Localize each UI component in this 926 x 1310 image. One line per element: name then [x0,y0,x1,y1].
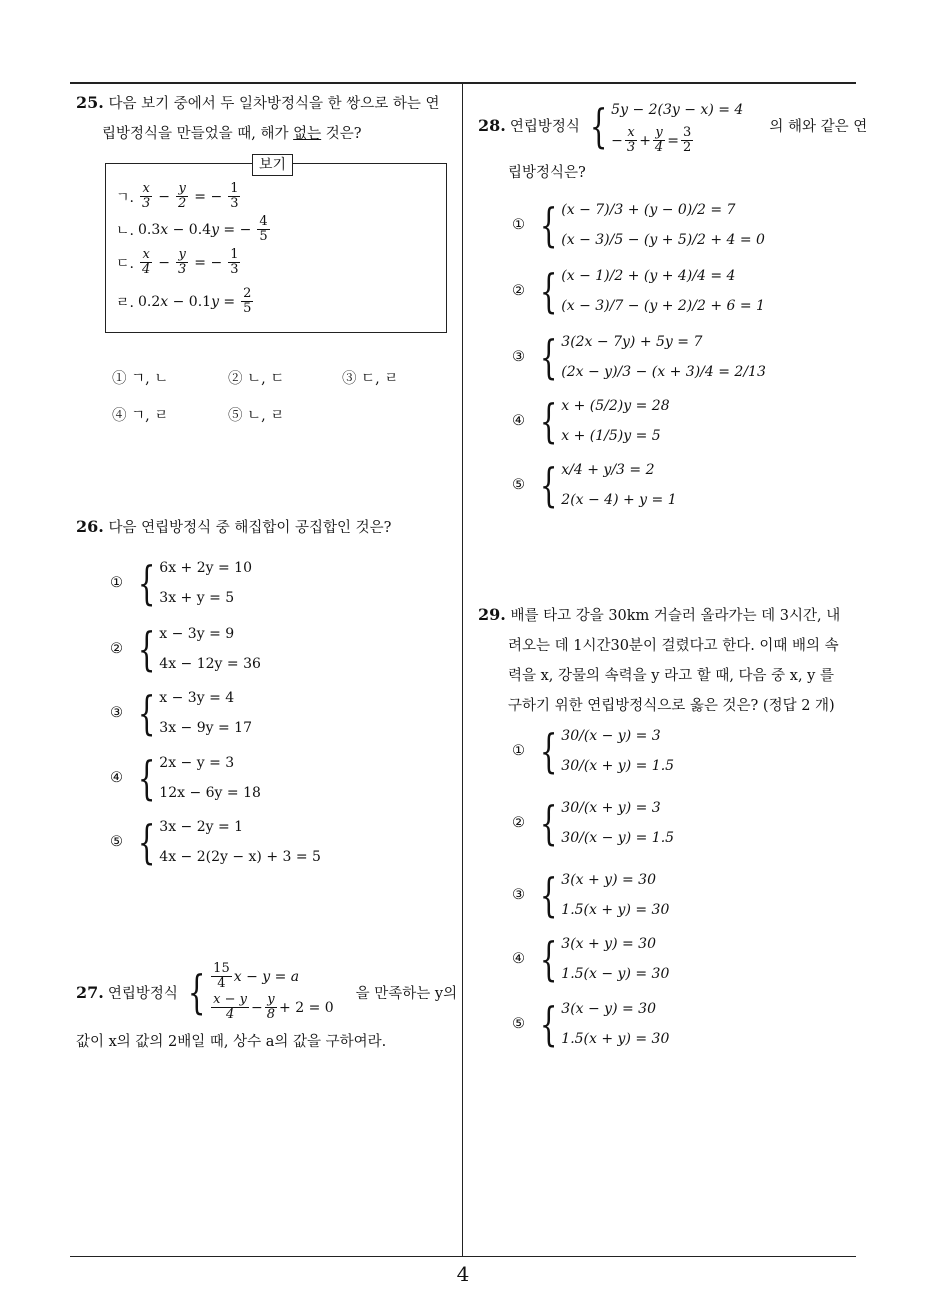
equation: 1.5(x + y) = 30 [561,1031,670,1047]
option-5[interactable]: ⑤ { 3(x − y) = 30 1.5(x + y) = 30 [512,997,670,1051]
question-25 [76,88,456,149]
option-5[interactable]: ⑤ ㄴ, ㄹ [228,408,285,424]
example-item: ㄱ. $\frac{x}{3}$ − $\frac{y}{2}$ = − $\frac{1}{3}$ [116,181,239,211]
item-label: ㄹ. [116,294,134,311]
option-2[interactable]: ② { x − 3y = 9 4x − 12y = 36 [110,622,261,676]
question-text: 의 해와 같은 연 [769,119,868,135]
question-text: 배를 타고 강을 30km 거슬러 올라가는 데 3시간, 내 [510,608,841,624]
option-label: ④ [110,770,123,786]
option-4[interactable]: ④ { 3(x + y) = 30 1.5(x − y) = 30 [512,932,670,986]
example-box-title: 보기 [252,154,293,176]
option-1[interactable]: ① ㄱ, ㄴ [112,371,169,387]
question-27 [76,962,460,1051]
question-text: 연립방정식 [509,119,580,135]
equation: 30/(x + y) = 1.5 [561,758,675,774]
question-text: 다음 보기 중에서 두 일차방정식을 한 쌍으로 하는 연 [108,96,440,112]
equation: 6x + 2y = 10 [159,560,252,576]
question-text: 립방정식을 만들었을 때, 해가 [102,126,294,142]
option-label: ⑤ [512,477,525,493]
equation: 1.5(x − y) = 30 [561,966,670,982]
example-item: ㄴ. 0.3x − 0.4y = − $\frac{4}{5}$ [116,214,268,244]
equation: 3(x + y) = 30 [561,872,656,888]
equation-system: { $\frac{15}{4}$ x − y = a $\frac{x - y}{4}$ − $\frac{y}{8}$ + 2 = 0 [187,961,334,1022]
option-label: ① [110,575,123,591]
equation: 4x − 2(2y − x) + 3 = 5 [159,849,321,865]
option-label: ① [512,743,525,759]
equation: 12x − 6y = 18 [159,785,261,801]
item-label: ㄱ. [116,189,134,206]
option-3[interactable]: ③ { x − 3y = 4 3x − 9y = 17 [110,686,252,740]
question-text: 구하기 위한 연립방정식으로 옳은 것은? (정답 2 개) [508,698,835,714]
option-label: ④ [512,413,525,429]
equation: (x − 7)/3 + (y − 0)/2 = 7 [561,202,736,218]
option-label: ③ [512,887,525,903]
equation: 3(2x − 7y) + 5y = 7 [561,334,703,350]
option-4[interactable]: ④ ㄱ, ㄹ [112,408,169,424]
option-label: ② [110,641,123,657]
question-28 [478,96,868,182]
option-2[interactable]: ② { 30/(x + y) = 3 30/(x − y) = 1.5 [512,796,675,850]
question-text: 을 만족하는 y의 [355,985,458,1002]
option-2[interactable]: ② { (x − 1)/2 + (y + 4)/4 = 4 (x − 3)/7 − (y + 2)/2 + 6 = 1 [512,264,765,318]
question-text: 연립방정식 [107,985,178,1002]
option-label: ③ [512,349,525,365]
equation: x + (5/2)y = 28 [561,398,670,414]
question-29 [478,600,868,721]
top-rule [70,82,856,84]
equation: (x − 3)/7 − (y + 2)/2 + 6 = 1 [561,298,765,314]
question-26 [76,512,456,543]
question-text: 값이 x의 값의 2배일 때, 상수 a의 값을 구하여라. [76,1034,387,1050]
equation: 30/(x − y) = 3 [561,728,661,744]
question-number: 29. [478,605,506,624]
option-4[interactable]: ④ { 2x − y = 3 12x − 6y = 18 [110,751,261,805]
column-divider [462,84,463,1256]
option-label: ⑤ [512,1016,525,1032]
equation: 3x − 2y = 1 [159,819,244,835]
equation: x/4 + y/3 = 2 [561,462,655,478]
question-number: 28. [478,116,506,135]
question-text: 립방정식은? [508,165,586,181]
equation: 3x + y = 5 [159,590,235,606]
example-item: ㄷ. $\frac{x}{4}$ − $\frac{y}{3}$ = − $\frac{1}{3}$ [116,247,239,277]
example-item: ㄹ. 0.2x − 0.1y = $\frac{2}{5}$ [116,286,252,316]
option-label: ② [512,283,525,299]
option-label: ③ [110,705,123,721]
option-3[interactable]: ③ { 3(2x − 7y) + 5y = 7 (2x − y)/3 − (x + 3)/4 = 2/13 [512,330,766,384]
option-label: ④ [512,951,525,967]
option-label: ① [512,217,525,233]
option-1[interactable]: ① { (x − 7)/3 + (y − 0)/2 = 7 (x − 3)/5 − (y + 5)/2 + 4 = 0 [512,198,765,252]
question-text: 려오는 데 1시간30분이 걸렸다고 한다. 이때 배의 속 [508,638,839,654]
option-3[interactable]: ③ { 3(x + y) = 30 1.5(x + y) = 30 [512,868,670,922]
equation: (x − 3)/5 − (y + 5)/2 + 4 = 0 [561,232,765,248]
item-label: ㄷ. [116,255,134,272]
option-1[interactable]: ① { 6x + 2y = 10 3x + y = 5 [110,556,252,610]
equation: 2(x − 4) + y = 1 [561,492,677,508]
option-3[interactable]: ③ ㄷ, ㄹ [342,371,399,387]
equation: x − 3y = 4 [159,690,235,706]
item-label: ㄴ. [116,222,134,239]
option-label: ② [512,815,525,831]
question-number: 27. [76,982,104,1002]
equation: 4x − 12y = 36 [159,656,261,672]
bottom-rule [70,1256,856,1257]
equation: 3(x − y) = 30 [561,1001,656,1017]
equation: 30/(x − y) = 1.5 [561,830,675,846]
option-4[interactable]: ④ { x + (5/2)y = 28 x + (1/5)y = 5 [512,394,670,448]
underlined-word: 없는 [293,126,322,142]
equation: x − 3y = 9 [159,626,235,642]
equation: 1.5(x + y) = 30 [561,902,670,918]
equation: 3(x + y) = 30 [561,936,656,952]
question-number: 26. [76,517,104,536]
equation: 30/(x + y) = 3 [561,800,661,816]
page-number: 4 [456,1262,470,1286]
option-5[interactable]: ⑤ { 3x − 2y = 1 4x − 2(2y − x) + 3 = 5 [110,815,321,869]
option-label: ⑤ [110,834,123,850]
question-text: 력을 x, 강물의 속력을 y 라고 할 때, 다음 중 x, y 를 [508,668,834,684]
equation: 2x − y = 3 [159,755,235,771]
question-text: 것은? [321,126,362,142]
question-text: 다음 연립방정식 중 해집합이 공집합인 것은? [108,520,392,536]
equation: 3x − 9y = 17 [159,720,252,736]
equation: (x − 1)/2 + (y + 4)/4 = 4 [561,268,736,284]
option-5[interactable]: ⑤ { x/4 + y/3 = 2 2(x − 4) + y = 1 [512,458,677,512]
equation: x + (1/5)y = 5 [561,428,661,444]
option-1[interactable]: ① { 30/(x − y) = 3 30/(x + y) = 1.5 [512,724,675,778]
equation-system: { 5y − 2(3y − x) = 4 − $\frac{x}{3}$ + $\frac{y}{4}$ = $\frac{3}{2}$ [589,98,744,155]
option-2[interactable]: ② ㄴ, ㄷ [228,371,285,387]
question-number: 25. [76,93,104,112]
equation: (2x − y)/3 − (x + 3)/4 = 2/13 [561,364,766,380]
